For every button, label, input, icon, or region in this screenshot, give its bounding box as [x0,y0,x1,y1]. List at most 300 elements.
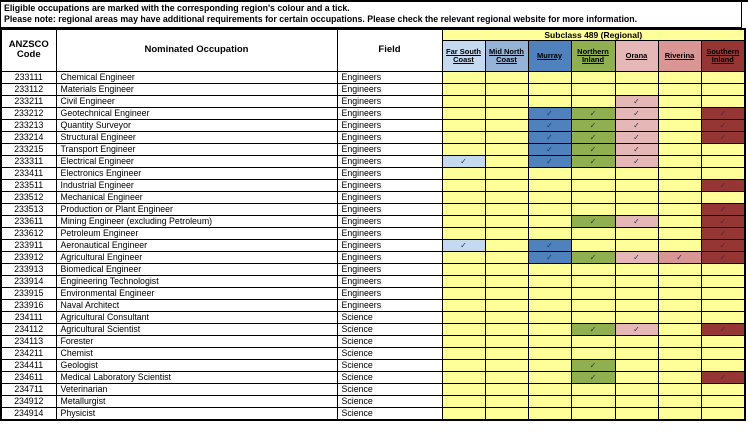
field-cell: Science [337,383,442,395]
field-cell: Engineers [337,143,442,155]
region-cell-southern-inland [701,299,745,311]
code-cell: 233511 [1,179,56,191]
region-cell-murray [528,107,571,119]
region-cell-riverina [658,287,701,299]
region-cell-orana [615,143,658,155]
region-cell-murray [528,407,571,420]
region-cell-orana [615,215,658,227]
region-cell-northern-inland [571,251,615,263]
tick-icon: ✓ [460,240,467,250]
tick-icon: ✓ [460,156,467,166]
tick-icon: ✓ [589,120,597,130]
code-cell: 234211 [1,347,56,359]
region-cell-murray [528,203,571,215]
occupation-cell: Transport Engineer [56,143,337,155]
table-row [1,323,745,335]
tick-icon: ✓ [546,252,553,262]
region-cell-murray [528,83,571,95]
tick-icon: ✓ [589,360,597,370]
region-cell-northern-inland [571,323,615,335]
occupation-cell: Production or Plant Engineer [56,203,337,215]
region-cell-far-south-coast [442,239,485,251]
region-cell-mid-north-coast [485,107,528,119]
region-cell-orana [615,167,658,179]
field-cell: Engineers [337,191,442,203]
region-cell-mid-north-coast [485,383,528,395]
code-cell: 233612 [1,227,56,239]
region-cell-mid-north-coast [485,371,528,383]
field-cell: Engineers [337,299,442,311]
region-cell-southern-inland [701,239,745,251]
code-cell: 234914 [1,407,56,420]
region-cell-murray [528,347,571,359]
region-cell-murray [528,143,571,155]
tick-icon: ✓ [719,240,727,250]
region-link-far-south-coast[interactable] [442,40,485,71]
region-cell-riverina [658,371,701,383]
region-cell-mid-north-coast [485,395,528,407]
region-cell-northern-inland [571,335,615,347]
table-row [1,215,745,227]
code-cell: 233512 [1,191,56,203]
region-cell-southern-inland [701,263,745,275]
region-cell-riverina [658,359,701,371]
region-cell-southern-inland [701,407,745,420]
region-cell-orana [615,395,658,407]
field-cell: Engineers [337,179,442,191]
region-cell-southern-inland [701,323,745,335]
table-row [1,155,745,167]
region-cell-southern-inland [701,119,745,131]
occupation-cell: Electrical Engineer [56,155,337,167]
region-cell-orana [615,191,658,203]
occupation-cell: Environmental Engineer [56,287,337,299]
region-cell-mid-north-coast [485,191,528,203]
region-cell-southern-inland [701,155,745,167]
region-cell-southern-inland [701,383,745,395]
table-row [1,131,745,143]
code-cell: 233916 [1,299,56,311]
field-cell: Engineers [337,71,442,83]
region-cell-southern-inland [701,143,745,155]
tick-icon: ✓ [633,324,640,334]
header-group-row [1,29,745,41]
region-cell-far-south-coast [442,299,485,311]
occupation-cell: Naval Architect [56,299,337,311]
field-cell: Science [337,371,442,383]
region-cell-southern-inland [701,83,745,95]
table-row [1,383,745,395]
region-cell-orana [615,275,658,287]
region-cell-murray [528,155,571,167]
region-cell-far-south-coast [442,203,485,215]
region-cell-riverina [658,155,701,167]
region-cell-far-south-coast [442,155,485,167]
region-cell-riverina [658,95,701,107]
field-cell: Engineers [337,263,442,275]
region-cell-northern-inland [571,239,615,251]
field-cell: Science [337,395,442,407]
occupation-cell: Veterinarian [56,383,337,395]
tick-icon: ✓ [633,252,640,262]
occupation-cell: Structural Engineer [56,131,337,143]
field-cell: Engineers [337,239,442,251]
tick-icon: ✓ [719,204,727,214]
region-cell-riverina [658,239,701,251]
table-row [1,347,745,359]
occupation-cell: Forester [56,335,337,347]
region-link-label: Southern Inland [706,46,740,64]
region-cell-orana [615,71,658,83]
region-cell-northern-inland [571,179,615,191]
region-cell-orana [615,95,658,107]
region-cell-riverina [658,203,701,215]
region-cell-riverina [658,179,701,191]
tick-icon: ✓ [633,108,640,118]
region-cell-orana [615,287,658,299]
tick-icon: ✓ [546,156,553,166]
region-cell-riverina [658,167,701,179]
region-cell-orana [615,227,658,239]
code-cell: 233211 [1,95,56,107]
region-cell-mid-north-coast [485,347,528,359]
table-row [1,239,745,251]
table-row [1,395,745,407]
region-cell-orana [615,83,658,95]
field-cell: Science [337,359,442,371]
region-cell-far-south-coast [442,119,485,131]
code-cell: 233111 [1,71,56,83]
region-cell-mid-north-coast [485,167,528,179]
field-cell: Science [337,347,442,359]
occupation-cell: Medical Laboratory Scientist [56,371,337,383]
region-cell-northern-inland [571,299,615,311]
region-cell-orana [615,263,658,275]
table-row [1,299,745,311]
tick-icon: ✓ [719,108,727,118]
region-cell-far-south-coast [442,383,485,395]
notes-box [0,2,742,28]
region-cell-northern-inland [571,119,615,131]
tick-icon: ✓ [589,108,597,118]
tick-icon: ✓ [719,228,727,238]
region-cell-orana [615,335,658,347]
occupation-cell: Mining Engineer (excluding Petroleum) [56,215,337,227]
tick-icon: ✓ [589,156,597,166]
table-row [1,371,745,383]
region-link-orana[interactable] [615,40,658,71]
tick-icon: ✓ [719,120,727,130]
region-cell-southern-inland [701,215,745,227]
code-cell: 233611 [1,215,56,227]
field-cell: Engineers [337,203,442,215]
region-cell-mid-north-coast [485,287,528,299]
region-cell-southern-inland [701,107,745,119]
code-cell: 234611 [1,371,56,383]
region-cell-far-south-coast [442,251,485,263]
table-row [1,119,745,131]
code-cell: 233213 [1,119,56,131]
note-line-1: Eligible occupations are marked with the corresponding region's colour and a tick. [4,3,350,13]
region-link-murray[interactable] [528,40,571,71]
region-cell-southern-inland [701,179,745,191]
region-cell-mid-north-coast [485,179,528,191]
region-cell-far-south-coast [442,263,485,275]
table-row [1,71,745,83]
table-row [1,407,745,420]
region-cell-mid-north-coast [485,215,528,227]
tick-icon: ✓ [633,96,640,106]
field-cell: Science [337,323,442,335]
table-row [1,203,745,215]
region-cell-orana [615,347,658,359]
region-cell-riverina [658,311,701,323]
occupation-table [0,28,746,421]
region-cell-southern-inland [701,287,745,299]
region-cell-murray [528,395,571,407]
occupation-cell: Engineering Technologist [56,275,337,287]
region-cell-mid-north-coast [485,119,528,131]
code-cell: 234912 [1,395,56,407]
region-cell-riverina [658,263,701,275]
region-cell-riverina [658,275,701,287]
region-cell-orana [615,251,658,263]
region-cell-murray [528,383,571,395]
region-cell-northern-inland [571,407,615,420]
region-cell-mid-north-coast [485,131,528,143]
region-cell-mid-north-coast [485,299,528,311]
region-cell-orana [615,203,658,215]
region-cell-orana [615,107,658,119]
table-row [1,107,745,119]
region-link-label: Mid North Coast [489,46,524,64]
field-cell: Engineers [337,83,442,95]
table-row [1,275,745,287]
region-cell-far-south-coast [442,335,485,347]
region-cell-mid-north-coast [485,155,528,167]
tick-icon: ✓ [546,132,553,142]
region-cell-southern-inland [701,275,745,287]
region-cell-southern-inland [701,371,745,383]
region-cell-northern-inland [571,227,615,239]
region-cell-far-south-coast [442,215,485,227]
occupation-cell: Agricultural Engineer [56,251,337,263]
occupation-cell: Chemist [56,347,337,359]
region-link-northern-inland[interactable] [571,40,615,71]
region-cell-northern-inland [571,143,615,155]
region-cell-riverina [658,251,701,263]
region-cell-murray [528,71,571,83]
tick-icon: ✓ [719,216,727,226]
table-row [1,143,745,155]
region-link-label: Northern Inland [577,46,609,64]
region-cell-mid-north-coast [485,143,528,155]
tick-icon: ✓ [719,180,727,190]
region-cell-northern-inland [571,203,615,215]
region-cell-riverina [658,119,701,131]
region-cell-riverina [658,407,701,420]
region-cell-murray [528,227,571,239]
region-cell-far-south-coast [442,311,485,323]
occupation-cell: Petroleum Engineer [56,227,337,239]
region-cell-murray [528,311,571,323]
region-cell-riverina [658,347,701,359]
field-cell: Engineers [337,287,442,299]
region-cell-southern-inland [701,227,745,239]
field-cell: Engineers [337,227,442,239]
field-cell: Engineers [337,167,442,179]
region-cell-murray [528,215,571,227]
region-cell-northern-inland [571,371,615,383]
region-cell-far-south-coast [442,323,485,335]
region-cell-northern-inland [571,359,615,371]
field-cell: Engineers [337,251,442,263]
occupation-cell: Geologist [56,359,337,371]
region-cell-murray [528,323,571,335]
code-cell: 233411 [1,167,56,179]
tick-icon: ✓ [589,252,597,262]
field-cell: Engineers [337,119,442,131]
tick-icon: ✓ [589,216,597,226]
region-cell-northern-inland [571,275,615,287]
table-row [1,227,745,239]
region-cell-far-south-coast [442,71,485,83]
tick-icon: ✓ [633,216,640,226]
region-cell-orana [615,131,658,143]
region-cell-mid-north-coast [485,239,528,251]
table-row [1,191,745,203]
tick-icon: ✓ [676,252,683,262]
region-cell-northern-inland [571,395,615,407]
region-cell-northern-inland [571,287,615,299]
occupation-cell: Geotechnical Engineer [56,107,337,119]
region-cell-southern-inland [701,95,745,107]
region-cell-far-south-coast [442,95,485,107]
region-link-label: Far South Coast [446,46,481,64]
region-cell-murray [528,191,571,203]
table-row [1,83,745,95]
region-link-mid-north-coast[interactable] [485,40,528,71]
region-cell-murray [528,335,571,347]
code-cell: 233912 [1,251,56,263]
region-cell-orana [615,119,658,131]
region-cell-far-south-coast [442,371,485,383]
tick-icon: ✓ [719,252,727,262]
region-cell-mid-north-coast [485,335,528,347]
table-row [1,251,745,263]
region-cell-riverina [658,143,701,155]
region-cell-orana [615,311,658,323]
region-cell-orana [615,155,658,167]
occupation-cell: Electronics Engineer [56,167,337,179]
region-cell-mid-north-coast [485,263,528,275]
table-row [1,263,745,275]
region-cell-riverina [658,215,701,227]
region-cell-murray [528,119,571,131]
code-cell: 233311 [1,155,56,167]
region-cell-riverina [658,395,701,407]
code-cell: 233913 [1,263,56,275]
occupation-cell: Quantity Surveyor [56,119,337,131]
region-cell-far-south-coast [442,359,485,371]
region-link-southern-inland[interactable] [701,40,745,71]
region-cell-murray [528,131,571,143]
region-link-riverina[interactable] [658,40,701,71]
region-cell-riverina [658,383,701,395]
region-cell-southern-inland [701,71,745,83]
field-cell: Engineers [337,155,442,167]
region-link-label: Riverina [664,50,695,60]
region-cell-mid-north-coast [485,275,528,287]
region-cell-southern-inland [701,191,745,203]
region-cell-orana [615,407,658,420]
occupation-cell: Agricultural Scientist [56,323,337,335]
region-cell-northern-inland [571,191,615,203]
occupation-cell: Chemical Engineer [56,71,337,83]
occupation-cell: Materials Engineer [56,83,337,95]
region-cell-murray [528,275,571,287]
region-cell-southern-inland [701,347,745,359]
region-cell-far-south-coast [442,395,485,407]
code-cell: 233911 [1,239,56,251]
region-cell-riverina [658,71,701,83]
region-cell-murray [528,167,571,179]
region-cell-far-south-coast [442,191,485,203]
region-cell-murray [528,371,571,383]
region-cell-southern-inland [701,203,745,215]
field-cell: Science [337,407,442,420]
occupation-cell: Mechanical Engineer [56,191,337,203]
region-cell-far-south-coast [442,227,485,239]
table-row [1,359,745,371]
code-cell: 233914 [1,275,56,287]
region-cell-riverina [658,107,701,119]
region-cell-northern-inland [571,155,615,167]
note-line-2: Please note: regional areas may have additional requirements for certain occupations. Please check the relevant regional website for more information. [4,13,638,24]
header-nominated-occupation: Nominated Occupation [56,29,337,72]
region-cell-southern-inland [701,251,745,263]
region-cell-riverina [658,131,701,143]
region-cell-mid-north-coast [485,95,528,107]
region-cell-southern-inland [701,131,745,143]
region-cell-far-south-coast [442,275,485,287]
region-cell-northern-inland [571,83,615,95]
header-anzsco-code: ANZSCO Code [1,29,56,72]
region-cell-far-south-coast [442,131,485,143]
region-cell-murray [528,179,571,191]
tick-icon: ✓ [589,372,597,382]
region-cell-far-south-coast [442,167,485,179]
table-row [1,287,745,299]
occupation-cell: Physicist [56,407,337,420]
code-cell: 233915 [1,287,56,299]
region-cell-northern-inland [571,311,615,323]
table-row [1,167,745,179]
region-cell-riverina [658,323,701,335]
code-cell: 233112 [1,83,56,95]
tick-icon: ✓ [546,120,553,130]
field-cell: Engineers [337,107,442,119]
region-cell-orana [615,359,658,371]
occupation-cell: Civil Engineer [56,95,337,107]
region-cell-far-south-coast [442,143,485,155]
field-cell: Engineers [337,275,442,287]
table-row [1,179,745,191]
region-cell-far-south-coast [442,347,485,359]
tick-icon: ✓ [546,240,553,250]
region-cell-orana [615,239,658,251]
region-cell-northern-inland [571,71,615,83]
